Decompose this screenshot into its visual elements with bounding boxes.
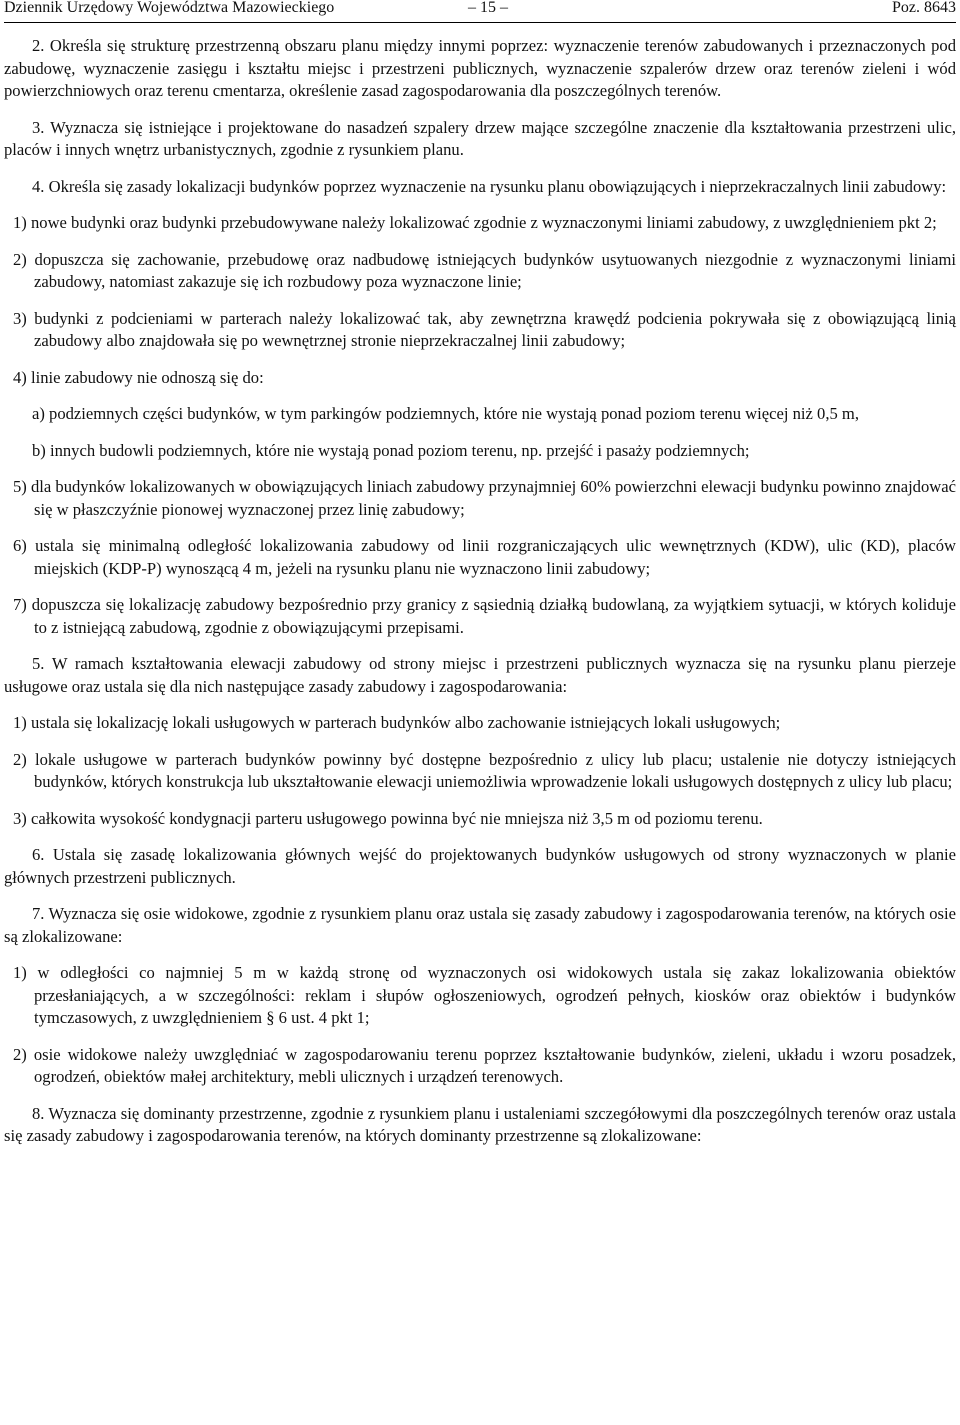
- paragraph-5: 5. W ramach kształtowania elewacji zabudowy od strony miejsc i przestrzeni publicznych wyznacza się na rysunku planu pierzeje usługowe oraz ustala się dla nich następujące zasady zabudowy i zagospodarowania:: [4, 654, 956, 696]
- list-item: 3) całkowita wysokość kondygnacji parteru usługowego powinna być nie mniejsza niż 3,5 m od poziomu terenu.: [13, 808, 763, 828]
- list-item: 2) dopuszcza się zachowanie, przebudowę oraz nadbudowę istniejących budynków usytuowanych niezgodnie z wyznaczonymi liniami zabudowy, natomiast zakazuje się ich rozbudowy poza wyznaczone linie;: [13, 249, 956, 291]
- paragraph-4: 4. Określa się zasady lokalizacji budynków poprzez wyznaczenie na rysunku planu obowiązujących i nieprzekraczalnych linii zabudowy:: [32, 176, 947, 196]
- paragraph-8: 8. Wyznacza się dominanty przestrzenne, zgodnie z rysunkiem planu i ustaleniami szczegółowymi dla poszczególnych terenów oraz ustala się zasady zabudowy i zagospodarowania terenów, na których dominanty przestrzenne są zlokalizowane:: [4, 1103, 956, 1145]
- list-item: 1) ustala się lokalizację lokali usługowych w parterach budynków albo zachowanie istniejących lokali usługowych;: [13, 713, 781, 732]
- paragraph-6: 6. Ustala się zasadę lokalizowania głównych wejść do projektowanych budynków usługowych od strony wyznaczonych w planie głównych przestrzeni publicznych.: [4, 845, 956, 887]
- paragraph-7: 7. Wyznacza się osie widokowe, zgodnie z rysunkiem planu oraz ustala się zasady zabudowy i zagospodarowania terenów, na których osie są zlokalizowane:: [4, 904, 956, 946]
- list-item: 3) budynki z podcieniami w parterach należy lokalizować tak, aby zewnętrzna krawędź podcienia pokrywała się z obowiązującą linią zabudowy albo znajdowała się po wewnętrznej stronie nieprzekraczalnej linii zabudowy;: [13, 308, 956, 350]
- list-item: 5) dla budynków lokalizowanych w obowiązujących liniach zabudowy przynajmniej 60% powierzchni elewacji budynku powinno znajdować się w płaszczyźnie pionowej wyznaczonej przez linię zabudowy;: [13, 477, 956, 519]
- list-item: 7) dopuszcza się lokalizację zabudowy bezpośrednio przy granicy z sąsiednią działką budowlaną, za wyjątkiem sytuacji, w których koliduje to z istniejącą zabudową, zgodnie z obowiązującymi przepisami.: [13, 595, 956, 637]
- page-header: [4, 0, 956, 23]
- journal-title: Dziennik Urzędowy Województwa Mazowieckiego: [4, 0, 335, 16]
- list-item: 6) ustala się minimalną odległość lokalizowania zabudowy od linii rozgraniczających ulic wewnętrznych (KDW), ulic (KD), placów miejskich (KDP-P) wynoszącą 4 m, jeżeli na rysunku planu nie wyznaczono linii zabudowy;: [13, 536, 956, 578]
- list-item: 2) lokale usługowe w parterach budynków powinny być dostępne bezpośrednio z ulicy lub placu; ustalenie nie dotyczy istniejących budynków, których konstrukcja lub ukształtowanie elewacji uniemożliwia wprowadzenie lokali usługowych dostępnych z ulicy lub placu;: [13, 749, 956, 791]
- list-item: 1) nowe budynki oraz budynki przebudowywane należy lokalizować zgodnie z wyznaczonymi liniami zabudowy, z uwzględnieniem pkt 2;: [13, 213, 937, 232]
- sub-list-item: a) podziemnych części budynków, w tym parkingów podziemnych, które nie wystają ponad poziom terenu więcej niż 0,5 m,: [32, 404, 859, 423]
- paragraph-3: 3. Wyznacza się istniejące i projektowane do nasadzeń szpalery drzew mające szczególne znaczenie dla kształtowania przestrzeni ulic, placów i innych wnętrz urbanistycznych, zgodnie z rysunkiem planu.: [4, 117, 956, 159]
- page-number: – 15 –: [468, 0, 508, 16]
- list-item: 4) linie zabudowy nie odnoszą się do:: [13, 367, 264, 387]
- position-number: Poz. 8643: [892, 0, 956, 16]
- list-item: 2) osie widokowe należy uwzględniać w zagospodarowaniu terenu poprzez kształtowanie budynków, zieleni, układu i wzoru posadzek, ogrodzeń, obiektów małej architektury, mebli ulicznych i urządzeń terenowych.: [13, 1044, 956, 1086]
- sub-list-item: b) innych budowli podziemnych, które nie wystają ponad poziom terenu, np. przejść i pasaży podziemnych;: [32, 440, 750, 460]
- paragraph-2: 2. Określa się strukturę przestrzenną obszaru planu między innymi poprzez: wyznaczenie terenów zabudowanych i przeznaczonych pod zabudowę, wyznaczenie zasięgu i kształtu miejsc i przestrzeni publicznych, wyznaczenie szpalerów drzew oraz terenów zieleni i wód powierzchniowych oraz terenu cmentarza, określenie zasad zagospodarowania dla poszczególnych terenów.: [4, 36, 956, 100]
- list-item: 1) w odległości co najmniej 5 m w każdą stronę od wyznaczonych osi widokowych ustala się zakaz lokalizowania obiektów przesłaniających, a w szczególności: reklam i słupów ogłoszeniowych, ogrodzeń pełnych, kiosków oraz obiektów i budynków tymczasowych, z uwzględnieniem § 6 ust. 4 pkt 1;: [13, 963, 956, 1027]
